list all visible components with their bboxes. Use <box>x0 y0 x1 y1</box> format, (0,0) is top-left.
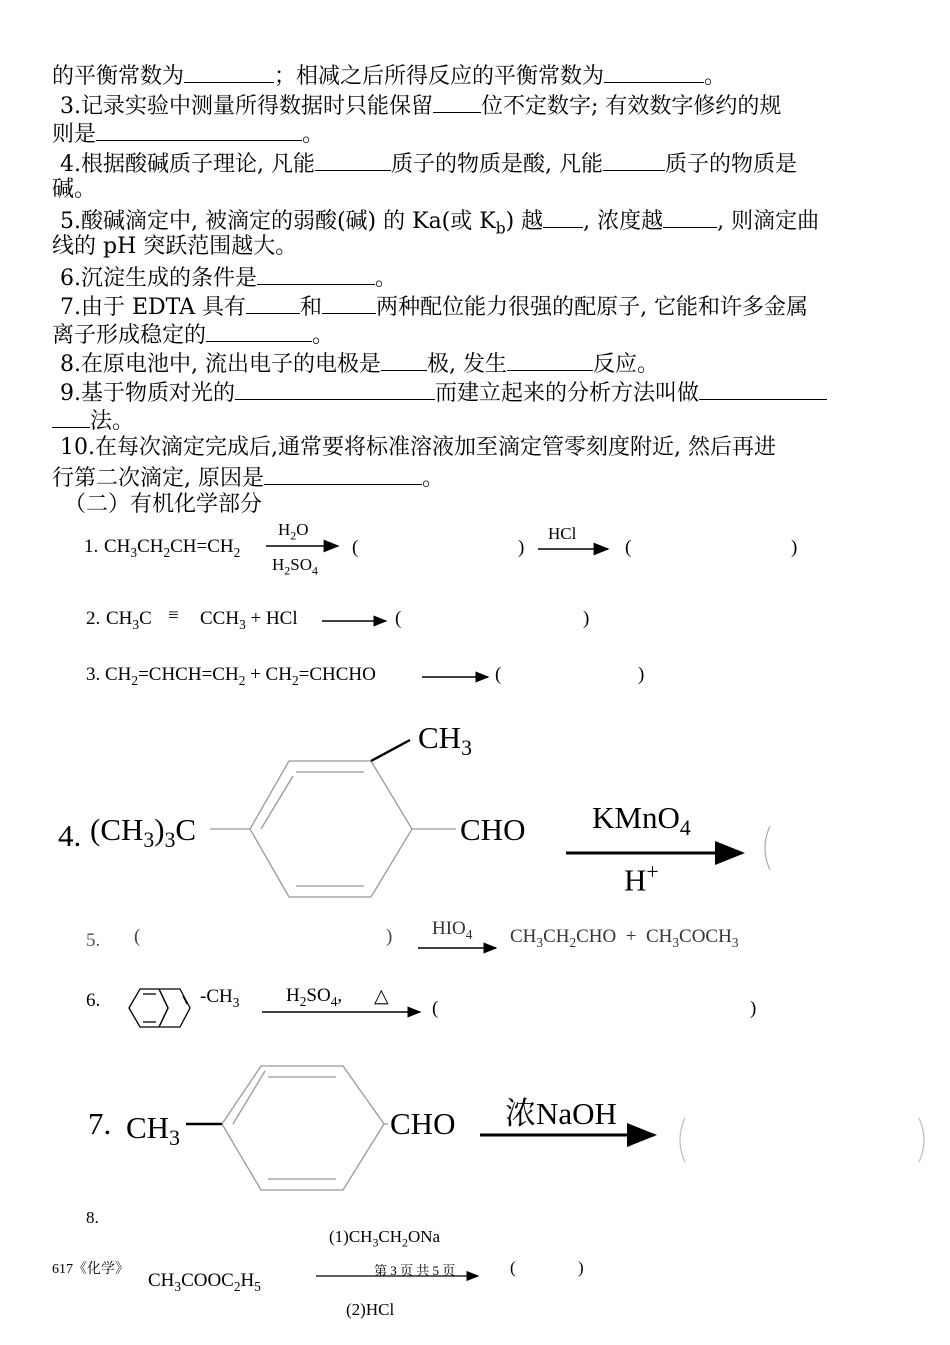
paren-3-open: ( <box>495 664 502 685</box>
paren-1b-close: ) <box>791 537 798 558</box>
section-title: （二）有机化学部分 <box>64 492 263 517</box>
paren-7-open <box>680 1118 685 1162</box>
paren-6-open: ( <box>432 998 439 1019</box>
paren-6-close: ) <box>750 998 757 1019</box>
reagent-hcl-8: (2)HCl <box>346 1300 395 1319</box>
reaction-4-ch3: $CH_3$ <box>418 720 472 761</box>
reagent-hio4: $HIO_4$ <box>432 918 473 942</box>
question-5: 5.酸碱滴定中, 被滴定的弱酸(碱) 的 Ka(或 $K_b$) 越 , 浓度越 , 则滴定曲 <box>60 205 819 242</box>
question-3: 3.记录实验中测量所得数据时只能保留 位不定数字; 有效数字修约的规 <box>60 90 781 121</box>
reaction-5-products: $CH_3CH_2CHO$ + $CH_3COCH_3$ <box>510 926 739 950</box>
paren-3-close: ) <box>638 664 645 685</box>
reaction-8-num: 8. <box>86 1208 99 1227</box>
question-10: 10.在每次滴定完成后,通常要将标准溶液加至滴定管零刻度附近, 然后再进 <box>60 435 776 460</box>
paren-1b-open: ( <box>625 537 632 558</box>
paren-1a-close: ) <box>518 537 525 558</box>
reaction-1-reactant: $CH_3CH_2CH=CH_2$ <box>104 536 241 560</box>
reaction-7-cho: CHO <box>390 1106 456 1141</box>
reaction-3: 3. $CH_2=CHCH=CH_2$ + $CH_2=CHCHO$ <box>86 664 376 688</box>
paren-8-open: ( <box>510 1258 516 1277</box>
question-7-cont: 离子形成稳定的 。 <box>52 319 334 350</box>
paren-2-open: ( <box>395 608 402 629</box>
reaction-2-right: $CCH_3$ + HCl <box>200 608 298 632</box>
reagent-kmno4: KMnO$_4$ <box>592 800 691 841</box>
reaction-2-num: 2. <box>86 608 101 629</box>
naphthalene-ring <box>129 989 190 1027</box>
reaction-2-left: $CH_3C$ <box>106 608 152 632</box>
reaction-4-substituent: $(CH_3)_3C$ <box>90 812 197 853</box>
reagent-h2so4: $H_2SO_4$ <box>272 555 318 578</box>
reagent-h2so4-6: $H_2SO_4$, <box>286 985 343 1009</box>
benzene-ring-4 <box>210 761 456 897</box>
paren-4 <box>765 826 770 870</box>
paren-5-open: ( <box>134 926 141 947</box>
reagent-h2o: $H_2O$ <box>278 520 309 543</box>
question-9-cont: 法。 <box>52 405 134 436</box>
question-4-cont: 碱。 <box>52 177 97 202</box>
paren-8-close: ) <box>578 1258 584 1277</box>
paren-7-close <box>919 1118 924 1162</box>
question-10-cont: 行第二次滴定, 原因是 。 <box>52 462 444 493</box>
text-line-1: 的平衡常数为 ；相减之后所得反应的平衡常数为 。 <box>52 60 726 91</box>
footer-left: 617《化学》 <box>52 1262 129 1277</box>
reagent-etona: $(1)CH_3CH_2ONa$ <box>329 1227 441 1250</box>
reaction-5-num: 5. <box>86 930 101 951</box>
question-3-cont: 则是 。 <box>52 118 324 149</box>
reaction-6-num: 6. <box>86 990 101 1011</box>
question-4: 4.根据酸碱质子理论, 凡能 质子的物质是酸, 凡能 质子的物质是 <box>60 148 797 179</box>
question-5-cont: 线的 pH 突跃范围越大。 <box>52 234 298 259</box>
reaction-1-num: 1. <box>84 536 99 557</box>
reagent-naoh: 浓NaOH <box>505 1096 617 1131</box>
heat-icon: △ <box>374 986 389 1007</box>
paren-2-close: ) <box>583 608 590 629</box>
reaction-6-ch3: $-CH_3$ <box>200 986 240 1010</box>
question-9: 9.基于物质对光的 而建立起来的分析方法叫做 <box>60 377 827 408</box>
reaction-4-num: 4. <box>58 818 82 853</box>
reaction-8-reactant: $CH_3COOC_2H_5$ <box>148 1270 261 1294</box>
question-6: 6.沉淀生成的条件是 。 <box>60 262 397 293</box>
triple-bond: ≡ <box>168 605 179 626</box>
question-7: 7.由于 EDTA 具有 和 两种配位能力很强的配原子, 它能和许多金属 <box>60 291 808 322</box>
reagent-h-plus: H+ <box>624 860 659 898</box>
footer-page: 第 3 页 共 5 页 <box>374 1263 456 1278</box>
paren-1a-open: ( <box>352 537 359 558</box>
reaction-7-num: 7. <box>88 1106 112 1141</box>
benzene-ring-7 <box>222 1066 388 1190</box>
bond-ch3-4 <box>371 740 410 761</box>
reaction-4-cho: CHO <box>460 812 526 847</box>
reaction-7-ch3: $CH_3$ <box>126 1110 180 1151</box>
reagent-hcl: HCl <box>548 524 577 543</box>
question-8: 8.在原电池中, 流出电子的电极是 极, 发生 反应。 <box>60 348 659 379</box>
paren-5-close: ) <box>386 926 393 947</box>
